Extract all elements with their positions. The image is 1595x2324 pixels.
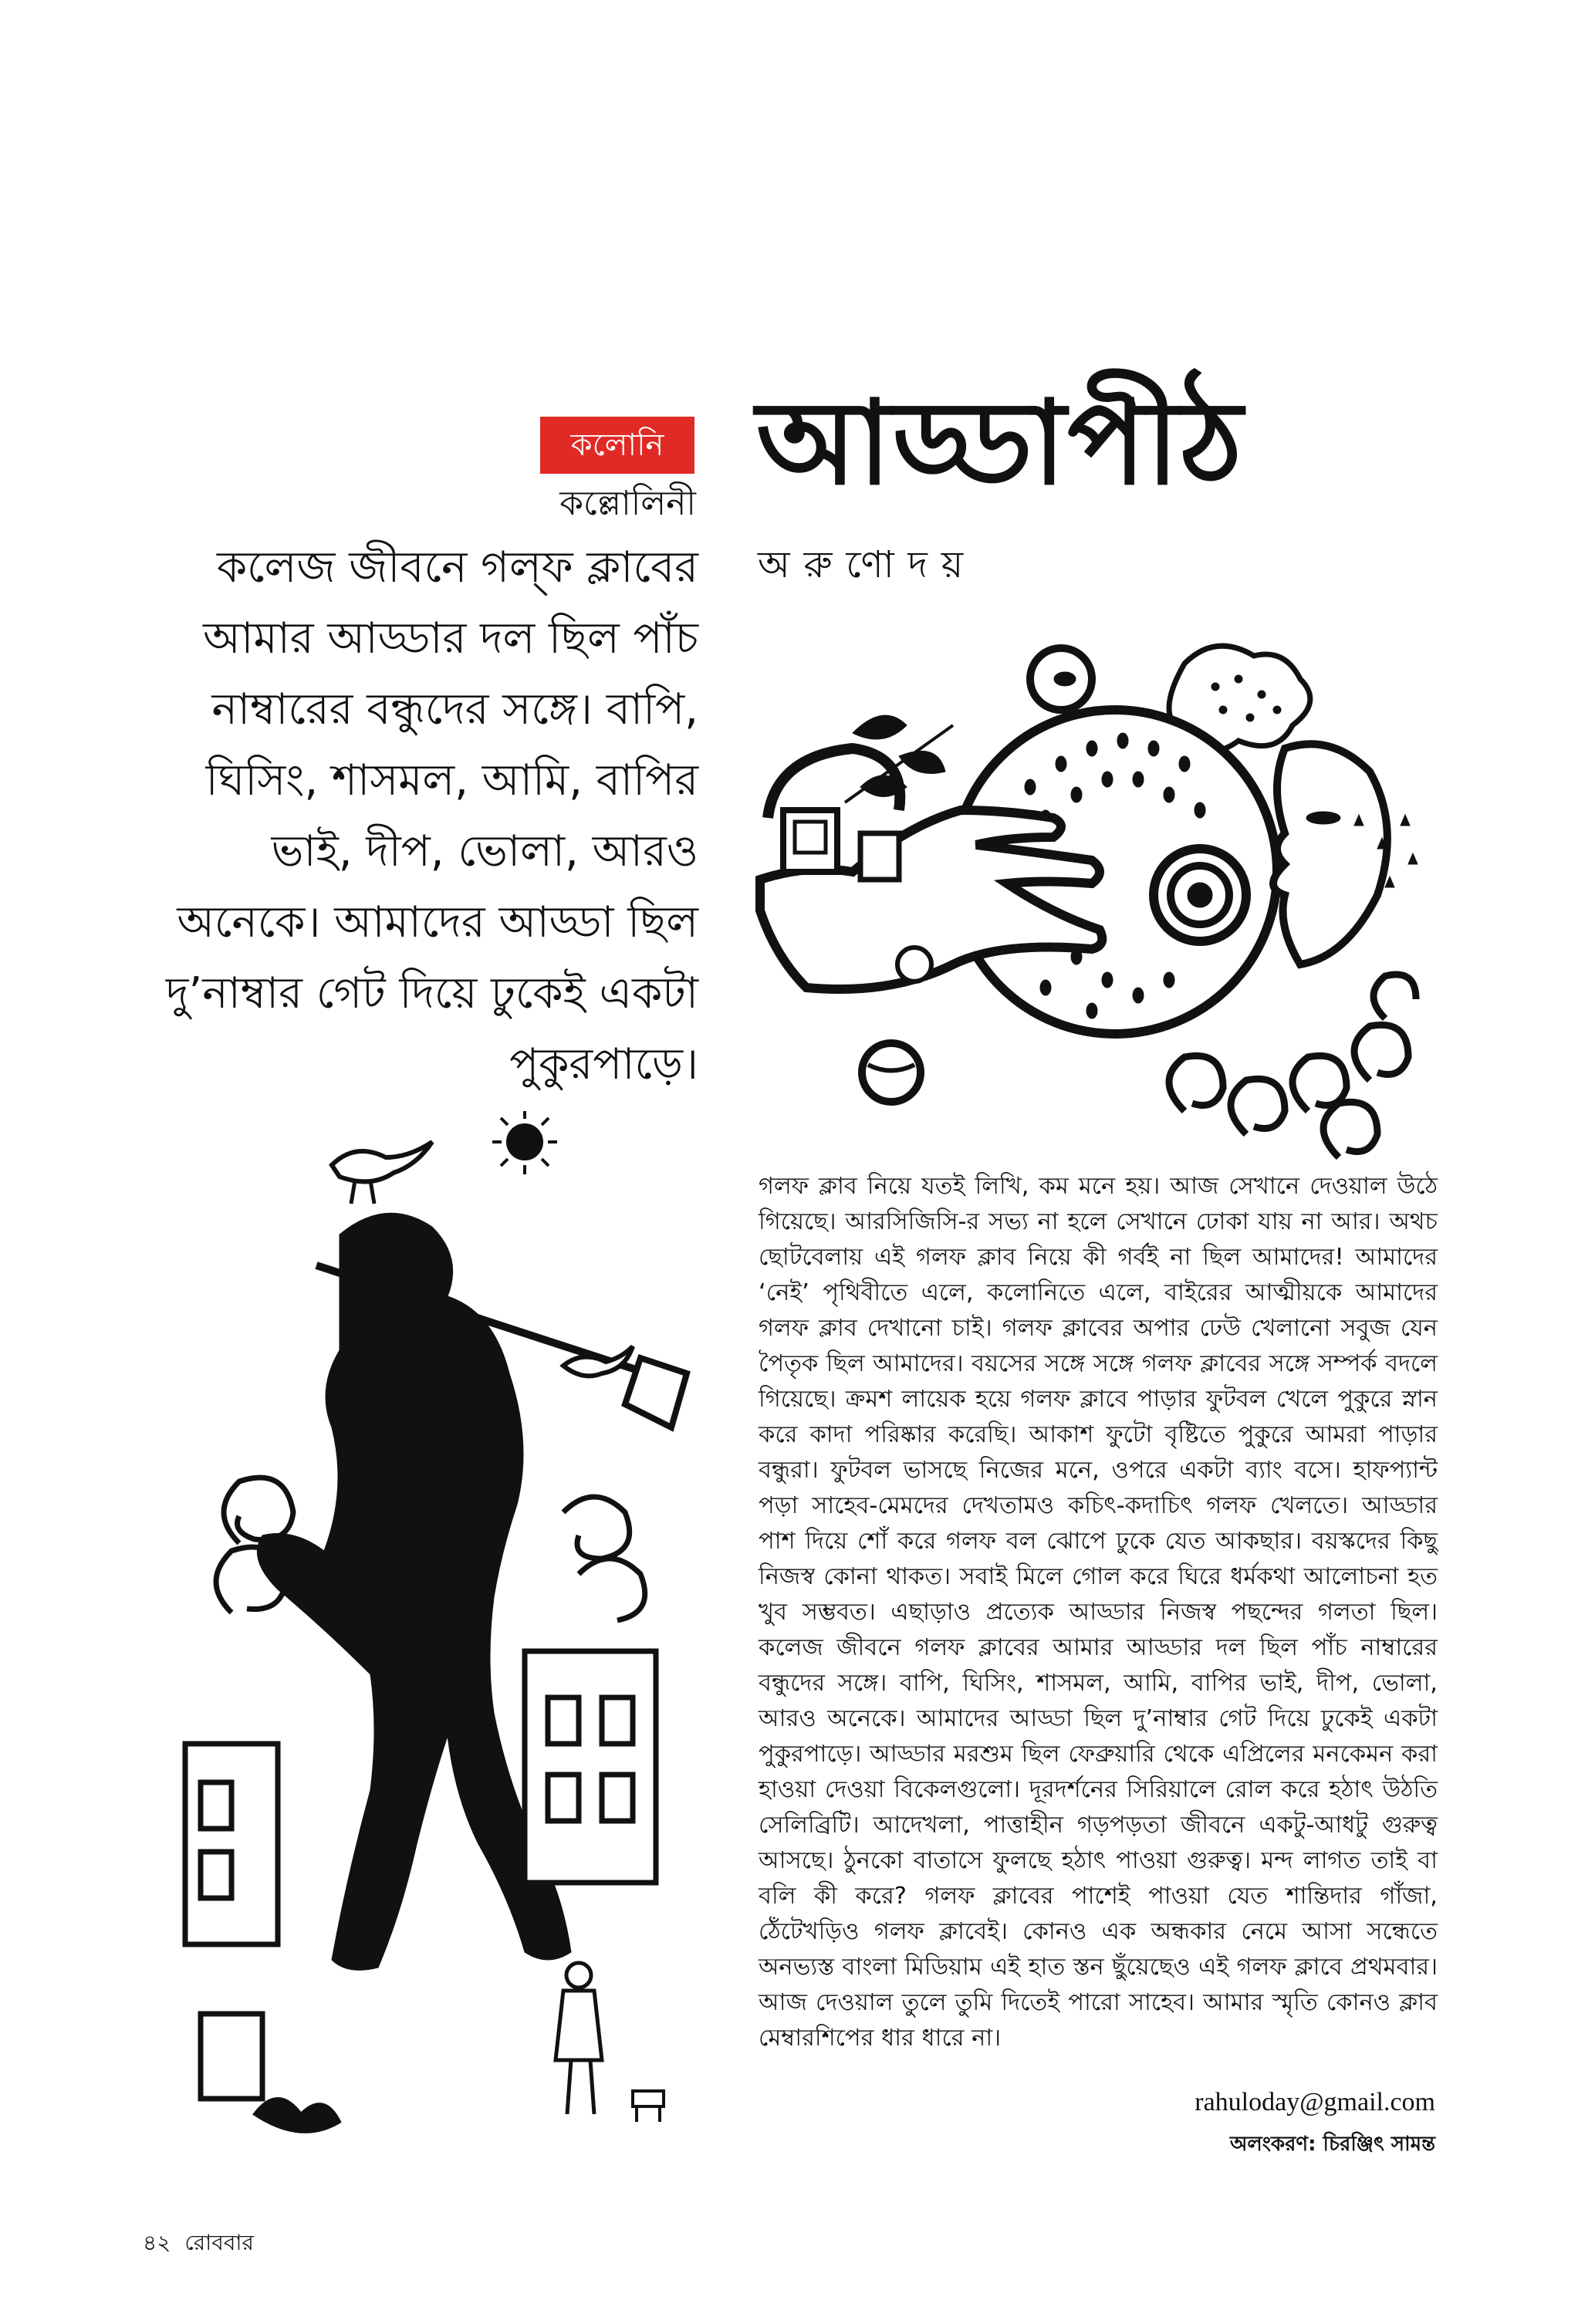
page-number: ৪২	[143, 2230, 171, 2255]
author-byline: অরুণোদয়	[758, 543, 978, 586]
illustration-credit: অলংকরণ: চিরঞ্জিৎ সামন্ত	[1229, 2133, 1435, 2156]
page-footer	[143, 2226, 268, 2260]
page-title: আড্ডাপীঠ	[756, 377, 1245, 511]
magazine-name: রোববার	[184, 2230, 254, 2255]
section-tag: কলোনি	[540, 417, 694, 474]
column-name: কল্লোলিনী	[559, 484, 696, 523]
article-body: গলফ ক্লাব নিয়ে যতই লিখি, কম মনে হয়। আজ সেখানে দেওয়াল উঠে গিয়েছে। আরসিজিসি-র সভ্য না হলে সেখানে ঢোকা যায় না আর। অথচ ছোটবেলায় এই গলফ ক্লাব নিয়ে কী গর্বই না ছিল আমাদের! আমাদের ‘নেই’ পৃথিবীতে এলে, কলোনিতে এলে, বাইরের আত্মীয়কে আমাদের গলফ ক্লাব দেখানো চাই। গলফ ক্লাবের অপার ঢেউ খেলানো সবুজ যেন পৈতৃক ছিল আমাদের। বয়সের সঙ্গে সঙ্গে গলফ ক্লাবের সঙ্গে সম্পর্ক বদলে গিয়েছে। ক্রমশ লায়েক হয়ে গলফ ক্লাবে পাড়ার ফুটবল খেলে পুকুরে স্নান করে কাদা পরিষ্কার করেছি। আকাশ ফুটো বৃষ্টিতে পুকুরে আমরা পাড়ার বন্ধুরা। ফুটবল ভাসছে নিজের মনে, ওপরে একটা ব্যাং বসে। হাফপ্যান্ট পড়া সাহেব-মেমদের দেখতামও কচিৎ-কদাচিৎ গলফ খেলতে। আড্ডার পাশ দিয়ে শোঁ করে গলফ বল ঝোপে ঢুকে যেত আকছার। বয়স্কদের কিছু নিজস্ব কোনা থাকত। সবাই মিলে গোল করে ঘিরে ধর্মকথা আলোচনা হত খুব সম্ভবত। এছাড়াও প্রত্যেক আড্ডার নিজস্ব পছন্দের গলতা ছিল। কলেজ জীবনে গলফ ক্লাবের আমার আড্ডার দল ছিল পাঁচ নাম্বারের বন্ধুদের সঙ্গে। বাপি, ঘিসিং, শাসমল, আমি, বাপির ভাই, দীপ, ভোলা, আরও অনেকে। আমাদের আড্ডা ছিল দু’নাম্বার গেট দিয়ে ঢুকেই একটা পুকুরপাড়ে। আড্ডার মরশুম ছিল ফেব্রুয়ারি থেকে এপ্রিলের মনকেমন করা হাওয়া দেওয়া বিকেলগুলো। দূরদর্শনের সিরিয়ালে রোল করে হঠাৎ উঠতি সেলিব্রিটি। আদেখলা, পাত্তাহীন গড়পড়তা জীবনে একটু-আধটু গুরুত্ব আসছে। ঠুনকো বাতাসে ফুলছে হঠাৎ পাওয়া গুরুত্ব। মন্দ লাগত তাই বা বলি কী করে? গলফ ক্লাবের পাশেই পাওয়া যেত শান্তিদার গাঁজা, ঠেঁটেখড়িও গলফ ক্লাবেই। কোনও এক অন্ধকার নেমে আসা সন্ধেতে অনভ্যস্ত বাংলা মিডিয়াম এই হাত স্তন ছুঁয়েছেও এই গলফ ক্লাবে প্রথমবার। আজ দেওয়াল তুলে তুমি দিতেই পারো সাহেব। আমার স্মৃতি কোনও ক্লাব মেম্বারশিপের ধার ধারে না।	[759, 1173, 1438, 2052]
abstract-illustration	[752, 633, 1431, 1196]
pull-quote: কলেজ জীবনে গল্‌ফ ক্লাবের আমার আড্ডার দল ছিল পাঁচ নাম্বারের বন্ধুদের সঙ্গে। বাপি, ঘিসিং, শাসমল, আমি, বাপির ভাই, দীপ, ভোলা, আরও অনেকে। আমাদের আড্ডা ছিল দু’নাম্বার গেট দিয়ে ঢুকেই একটা পুকুরপাড়ে।	[166, 542, 699, 1089]
golfer-illustration	[177, 1111, 702, 2191]
author-email[interactable]: rahuloday@gmail.com	[1195, 2088, 1435, 2116]
